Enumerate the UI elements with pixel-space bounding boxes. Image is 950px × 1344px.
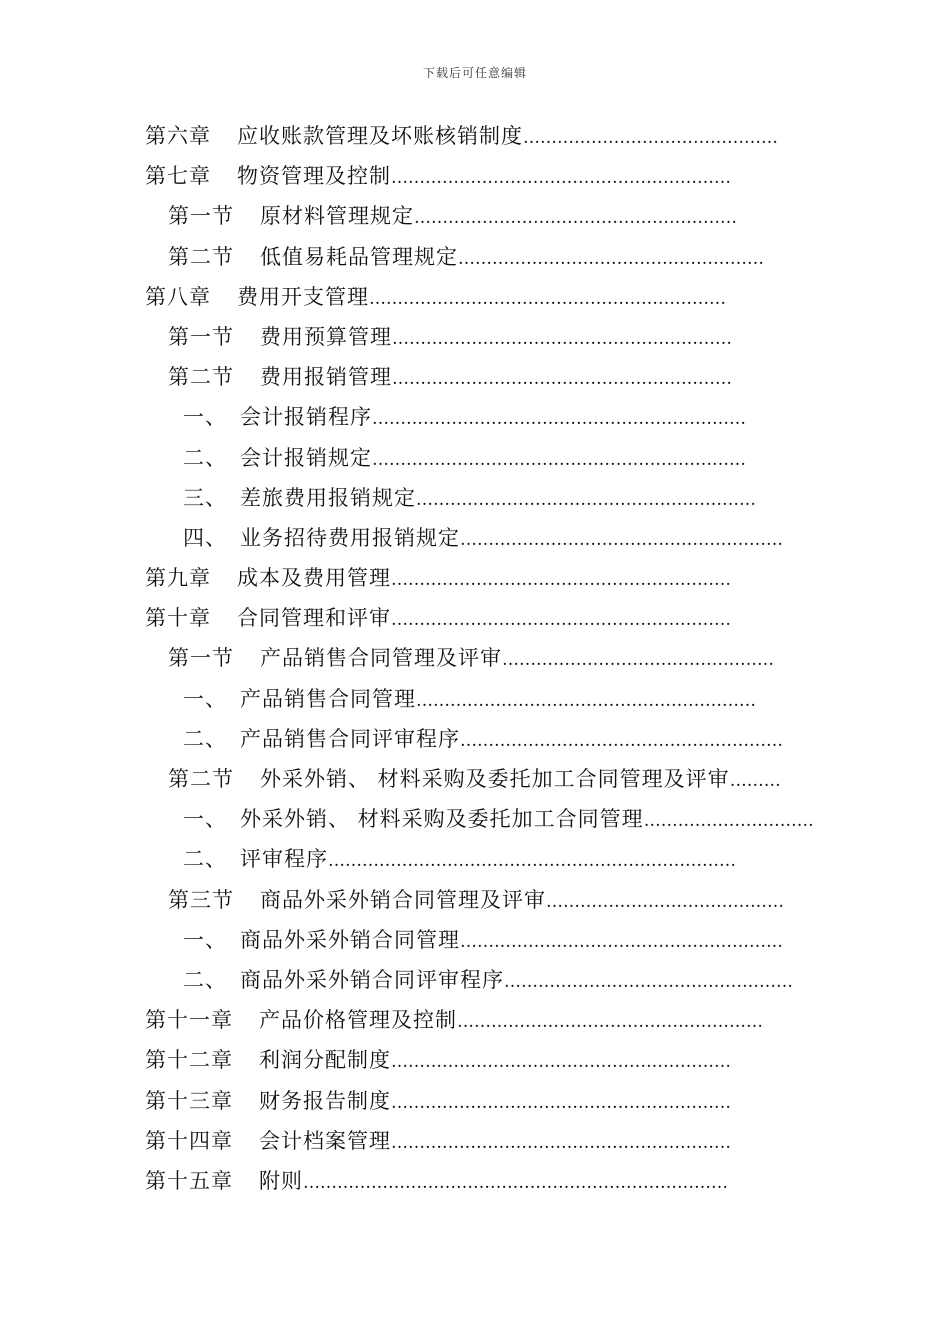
toc-entry-chapter[interactable]: [0, 156, 950, 196]
toc-entry-text: [183, 679, 756, 721]
toc-entry-text: [168, 237, 764, 279]
toc-entry-title: 商品外采外销合同管理: [240, 927, 460, 952]
toc-entry-text: [145, 1121, 731, 1163]
toc-entry-leader-dots: ……………………………………………………: [416, 489, 756, 510]
toc-entry-prefix: 第一节: [168, 646, 234, 671]
toc-entry-text: [168, 759, 781, 801]
toc-entry-prefix: 第二节: [168, 244, 234, 269]
toc-entry-item[interactable]: [0, 478, 950, 518]
toc-entry-title: 费用开支管理: [237, 284, 369, 309]
toc-entry-prefix: 第十四章: [145, 1128, 233, 1153]
toc-entry-title: 应收账款管理及坏账核销制度: [237, 124, 523, 148]
toc-entry-leader-dots: ………………………………………: [523, 128, 778, 148]
toc-entry-chapter[interactable]: [0, 1161, 950, 1201]
toc-entry-leader-dots: ………………………………………………: [457, 1012, 763, 1033]
toc-entry-section[interactable]: [0, 196, 950, 236]
toc-entry-title: 物资管理及控制: [237, 164, 391, 189]
toc-entry-prefix: 二、: [183, 967, 227, 992]
toc-entry-prefix: 二、: [183, 445, 227, 470]
toc-entry-leader-dots: …………………………………………………: [460, 730, 783, 751]
toc-entry-text: [183, 478, 756, 520]
toc-entry-leader-dots: …………………………………………………………: [372, 409, 746, 430]
toc-entry-leader-dots: ……………………………………………………: [392, 369, 732, 390]
toc-entry-title: 费用预算管理: [260, 324, 392, 349]
toc-entry-section[interactable]: [0, 638, 950, 678]
toc-entry-chapter[interactable]: [0, 116, 950, 156]
toc-entry-title: 产品销售合同管理: [240, 686, 416, 711]
toc-entry-title: 差旅费用报销规定: [240, 485, 416, 510]
toc-entry-item[interactable]: [0, 839, 950, 879]
toc-entry-text: [145, 156, 731, 198]
toc-entry-leader-dots: ……………………………………………………: [391, 1132, 731, 1153]
toc-entry-title: 商品外采外销合同评审程序: [240, 967, 504, 992]
toc-entry-title: 产品价格管理及控制: [259, 1008, 457, 1033]
toc-entry-prefix: 二、: [183, 847, 227, 872]
toc-entry-leader-dots: ……………………………………………: [504, 971, 793, 992]
toc-entry-prefix: 一、: [183, 807, 227, 832]
toc-entry-title: 业务招待费用报销规定: [240, 525, 460, 550]
toc-entry-leader-dots: ……………………………………………………: [416, 690, 756, 711]
toc-entry-leader-dots: ……………………………………………………: [391, 1052, 731, 1073]
toc-entry-text: [168, 196, 737, 238]
toc-entry-title: 产品销售合同管理及评审: [260, 646, 502, 671]
toc-entry-text: [183, 719, 783, 761]
toc-entry-chapter[interactable]: [0, 277, 950, 317]
toc-entry-leader-dots: ……………………………………………………: [392, 328, 732, 349]
toc-entry-leader-dots: …………………………………………………………: [372, 449, 746, 470]
toc-entry-text: [168, 638, 774, 680]
toc-entry-prefix: 二、: [183, 726, 227, 751]
toc-entry-section[interactable]: [0, 317, 950, 357]
toc-entry-title: 财务报告制度: [259, 1088, 391, 1113]
toc-entry-text: [145, 116, 778, 158]
toc-entry-leader-dots: …………………………………………………………………: [303, 1172, 728, 1193]
toc-entry-text: [183, 438, 746, 480]
toc-entry-item[interactable]: [0, 920, 950, 960]
toc-entry-prefix: 三、: [183, 485, 227, 510]
toc-entry-prefix: 第十二章: [145, 1048, 233, 1073]
toc-entry-prefix: 第六章: [145, 124, 211, 148]
toc-entry-text: [145, 1040, 731, 1082]
toc-entry-text: [145, 1161, 728, 1203]
toc-entry-title: 会计报销规定: [240, 445, 372, 470]
toc-entry-title: 费用报销管理: [260, 365, 392, 390]
toc-entry-title: 产品销售合同评审程序: [240, 726, 460, 751]
toc-entry-text: [183, 799, 814, 841]
toc-entry-title: 利润分配制度: [259, 1048, 391, 1073]
toc-entry-prefix: 四、: [183, 525, 227, 550]
toc-entry-item[interactable]: [0, 719, 950, 759]
toc-entry-item[interactable]: [0, 518, 950, 558]
toc-entry-leader-dots: …………………………………………………: [460, 529, 783, 550]
toc-entry-title: 外采外销、 材料采购及委托加工合同管理及评审: [260, 767, 730, 791]
toc-entry-leader-dots: …………………………: [643, 811, 814, 832]
toc-entry-leader-dots: ……………………………………: [546, 891, 784, 912]
toc-entry-chapter[interactable]: [0, 1121, 950, 1161]
toc-entry-title: 附则: [259, 1168, 303, 1193]
toc-entry-item[interactable]: [0, 397, 950, 437]
toc-entry-text: [168, 880, 784, 922]
toc-entry-prefix: 第二节: [168, 767, 234, 791]
toc-entry-item[interactable]: [0, 679, 950, 719]
toc-entry-prefix: 第十三章: [145, 1088, 233, 1113]
toc-entry-leader-dots: …………………………………………………: [460, 931, 783, 952]
toc-entry-title: 评审程序: [240, 847, 328, 872]
toc-entry-prefix: 第十五章: [145, 1168, 233, 1193]
toc-entry-prefix: 一、: [183, 927, 227, 952]
toc-entry-leader-dots: ………………………………………………: [458, 248, 764, 269]
toc-entry-title: 会计报销程序: [240, 405, 372, 430]
toc-entry-prefix: 第一节: [168, 324, 234, 349]
toc-entry-prefix: 第七章: [145, 164, 211, 189]
header-note: 下载后可任意编辑: [422, 66, 527, 80]
toc-entry-chapter[interactable]: [0, 1000, 950, 1040]
toc-entry-title: 商品外采外销合同管理及评审: [260, 887, 546, 912]
toc-entry-text: [183, 839, 736, 881]
toc-entry-text: [168, 357, 732, 399]
toc-entry-chapter[interactable]: [0, 558, 950, 598]
toc-entry-text: [145, 598, 731, 640]
toc-entry-text: [168, 317, 732, 359]
toc-entry-text: [145, 277, 726, 319]
toc-entry-text: [183, 960, 793, 1002]
toc-entry-prefix: 第九章: [145, 566, 211, 591]
toc-entry-prefix: 第一节: [168, 204, 234, 229]
toc-entry-leader-dots: ……………………………………………………: [391, 168, 731, 189]
toc-entry-title: 低值易耗品管理规定: [260, 244, 458, 269]
toc-entry-section[interactable]: [0, 357, 950, 397]
toc-entry-text: [145, 558, 731, 600]
toc-entry-title: 原材料管理规定: [260, 204, 414, 229]
toc-entry-section[interactable]: [0, 237, 950, 277]
toc-entry-title: 外采外销、 材料采购及委托加工合同管理: [240, 807, 644, 832]
toc-entry-item[interactable]: [0, 960, 950, 1000]
toc-entry-leader-dots: ……………………………………………………: [391, 570, 731, 591]
toc-entry-leader-dots: ………: [729, 771, 781, 791]
toc-entry-text: [183, 920, 783, 962]
toc-entry-prefix: 第十一章: [145, 1008, 233, 1033]
toc-entry-leader-dots: ………………………………………………………: [369, 288, 726, 309]
toc-entry-prefix: 第十章: [145, 606, 211, 631]
toc-entry-leader-dots: ……………………………………………………: [391, 1092, 731, 1113]
toc-entry-chapter[interactable]: [0, 1081, 950, 1121]
toc-entry-leader-dots: …………………………………………: [502, 650, 774, 671]
toc-entry-prefix: 第八章: [145, 284, 211, 309]
toc-entry-leader-dots: …………………………………………………: [414, 208, 737, 229]
toc-entry-section[interactable]: [0, 759, 950, 799]
toc-entry-text: [145, 1081, 731, 1123]
toc-entry-prefix: 一、: [183, 405, 227, 430]
toc-entry-prefix: 第二节: [168, 365, 234, 390]
toc-entry-text: [145, 1000, 763, 1042]
toc-entry-chapter[interactable]: [0, 598, 950, 638]
toc-entry-prefix: 第三节: [168, 887, 234, 912]
toc-entry-title: 会计档案管理: [259, 1128, 391, 1153]
toc-entry-text: [183, 518, 783, 560]
toc-entry-title: 成本及费用管理: [237, 566, 391, 591]
toc-entry-item[interactable]: [0, 799, 950, 839]
toc-entry-prefix: 一、: [183, 686, 227, 711]
toc-entry-leader-dots: ……………………………………………………: [391, 610, 731, 631]
table-of-contents: [0, 116, 950, 1201]
toc-entry-item[interactable]: [0, 438, 950, 478]
toc-entry-title: 合同管理和评审: [237, 606, 391, 631]
toc-entry-leader-dots: ………………………………………………………………: [328, 851, 736, 872]
toc-entry-section[interactable]: [0, 880, 950, 920]
toc-entry-text: [183, 397, 746, 439]
toc-entry-chapter[interactable]: [0, 1040, 950, 1080]
